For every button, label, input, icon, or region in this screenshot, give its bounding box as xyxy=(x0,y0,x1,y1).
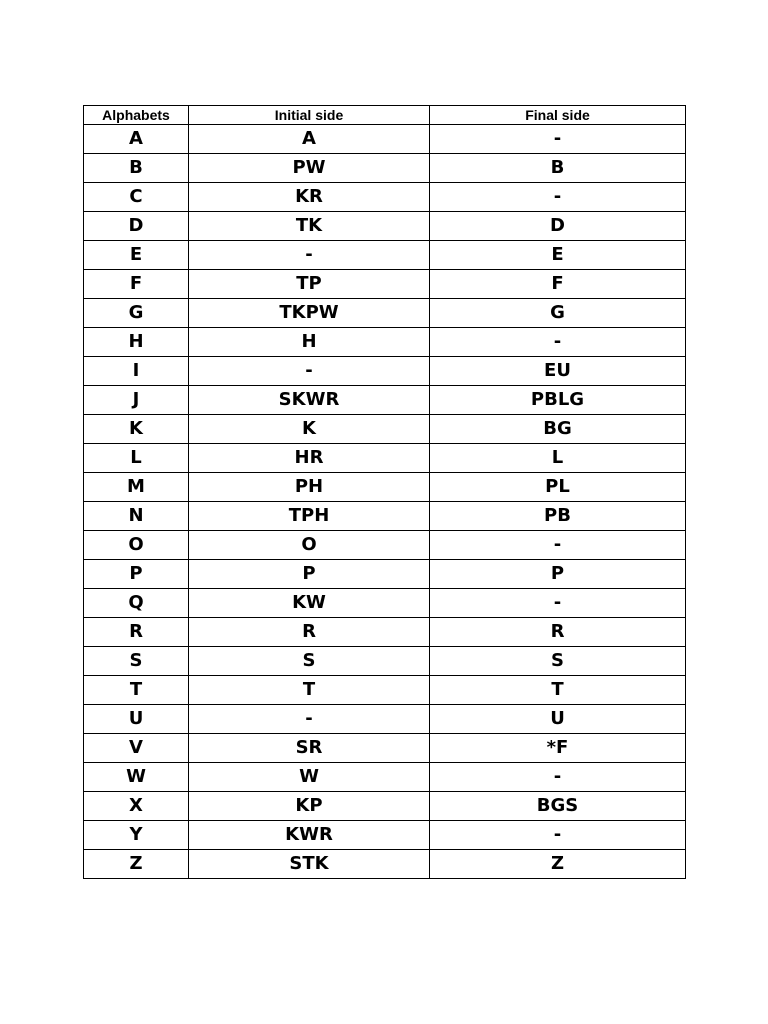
table-row xyxy=(84,850,686,879)
cell-letter: X xyxy=(84,792,189,821)
cell-final-side: U xyxy=(430,705,686,734)
cell-initial-side: PW xyxy=(189,154,430,183)
cell-final-side: S xyxy=(430,647,686,676)
cell-letter: V xyxy=(84,734,189,763)
cell-final-side: D xyxy=(430,212,686,241)
cell-letter: R xyxy=(84,618,189,647)
table-row xyxy=(84,270,686,299)
table-row xyxy=(84,502,686,531)
table-row xyxy=(84,212,686,241)
header-row xyxy=(84,106,686,125)
cell-final-side: B xyxy=(430,154,686,183)
cell-letter: L xyxy=(84,444,189,473)
cell-letter: Q xyxy=(84,589,189,618)
table-row xyxy=(84,560,686,589)
cell-letter: T xyxy=(84,676,189,705)
table-row xyxy=(84,328,686,357)
header-final-side: Final side xyxy=(430,106,686,125)
cell-letter: K xyxy=(84,415,189,444)
cell-initial-side: A xyxy=(189,125,430,154)
cell-final-side: - xyxy=(430,763,686,792)
table-row xyxy=(84,676,686,705)
cell-letter: G xyxy=(84,299,189,328)
cell-letter: N xyxy=(84,502,189,531)
cell-final-side: - xyxy=(430,821,686,850)
cell-initial-side: H xyxy=(189,328,430,357)
cell-initial-side: - xyxy=(189,241,430,270)
cell-final-side: - xyxy=(430,125,686,154)
table-row xyxy=(84,183,686,212)
table-row xyxy=(84,647,686,676)
cell-letter: F xyxy=(84,270,189,299)
table-row xyxy=(84,473,686,502)
header-alphabets: Alphabets xyxy=(84,106,189,125)
cell-final-side: - xyxy=(430,531,686,560)
cell-initial-side: T xyxy=(189,676,430,705)
cell-letter: B xyxy=(84,154,189,183)
cell-letter: D xyxy=(84,212,189,241)
cell-initial-side: TP xyxy=(189,270,430,299)
cell-initial-side: TPH xyxy=(189,502,430,531)
table-row xyxy=(84,792,686,821)
cell-letter: W xyxy=(84,763,189,792)
cell-letter: Z xyxy=(84,850,189,879)
table-row xyxy=(84,589,686,618)
table-row xyxy=(84,763,686,792)
cell-initial-side: - xyxy=(189,357,430,386)
cell-initial-side: TK xyxy=(189,212,430,241)
cell-initial-side: KP xyxy=(189,792,430,821)
steno-alphabet-table xyxy=(83,105,686,879)
cell-letter: I xyxy=(84,357,189,386)
cell-final-side: F xyxy=(430,270,686,299)
cell-final-side: T xyxy=(430,676,686,705)
table-row xyxy=(84,357,686,386)
table-row xyxy=(84,415,686,444)
table-row xyxy=(84,299,686,328)
cell-letter: U xyxy=(84,705,189,734)
table-row xyxy=(84,734,686,763)
table-row xyxy=(84,531,686,560)
cell-initial-side: PH xyxy=(189,473,430,502)
cell-initial-side: SR xyxy=(189,734,430,763)
cell-letter: P xyxy=(84,560,189,589)
cell-final-side: BGS xyxy=(430,792,686,821)
cell-letter: H xyxy=(84,328,189,357)
cell-initial-side: - xyxy=(189,705,430,734)
table-row xyxy=(84,618,686,647)
cell-initial-side: TKPW xyxy=(189,299,430,328)
cell-final-side: Z xyxy=(430,850,686,879)
cell-letter: O xyxy=(84,531,189,560)
cell-final-side: - xyxy=(430,183,686,212)
cell-initial-side: R xyxy=(189,618,430,647)
cell-final-side: BG xyxy=(430,415,686,444)
cell-final-side: P xyxy=(430,560,686,589)
cell-letter: J xyxy=(84,386,189,415)
cell-initial-side: S xyxy=(189,647,430,676)
cell-final-side: *F xyxy=(430,734,686,763)
cell-initial-side: HR xyxy=(189,444,430,473)
cell-final-side: PB xyxy=(430,502,686,531)
cell-initial-side: KW xyxy=(189,589,430,618)
cell-final-side: - xyxy=(430,589,686,618)
cell-initial-side: SKWR xyxy=(189,386,430,415)
cell-letter: Y xyxy=(84,821,189,850)
cell-final-side: PL xyxy=(430,473,686,502)
cell-final-side: L xyxy=(430,444,686,473)
table-body xyxy=(84,125,686,879)
table-header xyxy=(84,106,686,125)
table-row xyxy=(84,154,686,183)
cell-final-side: E xyxy=(430,241,686,270)
cell-final-side: PBLG xyxy=(430,386,686,415)
table-row xyxy=(84,821,686,850)
cell-initial-side: KR xyxy=(189,183,430,212)
cell-initial-side: K xyxy=(189,415,430,444)
table-row xyxy=(84,125,686,154)
header-initial-side: Initial side xyxy=(189,106,430,125)
cell-initial-side: O xyxy=(189,531,430,560)
cell-letter: A xyxy=(84,125,189,154)
cell-final-side: EU xyxy=(430,357,686,386)
cell-final-side: - xyxy=(430,328,686,357)
cell-initial-side: STK xyxy=(189,850,430,879)
cell-initial-side: W xyxy=(189,763,430,792)
cell-letter: C xyxy=(84,183,189,212)
table-row xyxy=(84,386,686,415)
cell-initial-side: KWR xyxy=(189,821,430,850)
cell-final-side: R xyxy=(430,618,686,647)
table-row xyxy=(84,444,686,473)
cell-letter: E xyxy=(84,241,189,270)
cell-letter: M xyxy=(84,473,189,502)
table-row xyxy=(84,241,686,270)
cell-letter: S xyxy=(84,647,189,676)
cell-final-side: G xyxy=(430,299,686,328)
cell-initial-side: P xyxy=(189,560,430,589)
table-row xyxy=(84,705,686,734)
